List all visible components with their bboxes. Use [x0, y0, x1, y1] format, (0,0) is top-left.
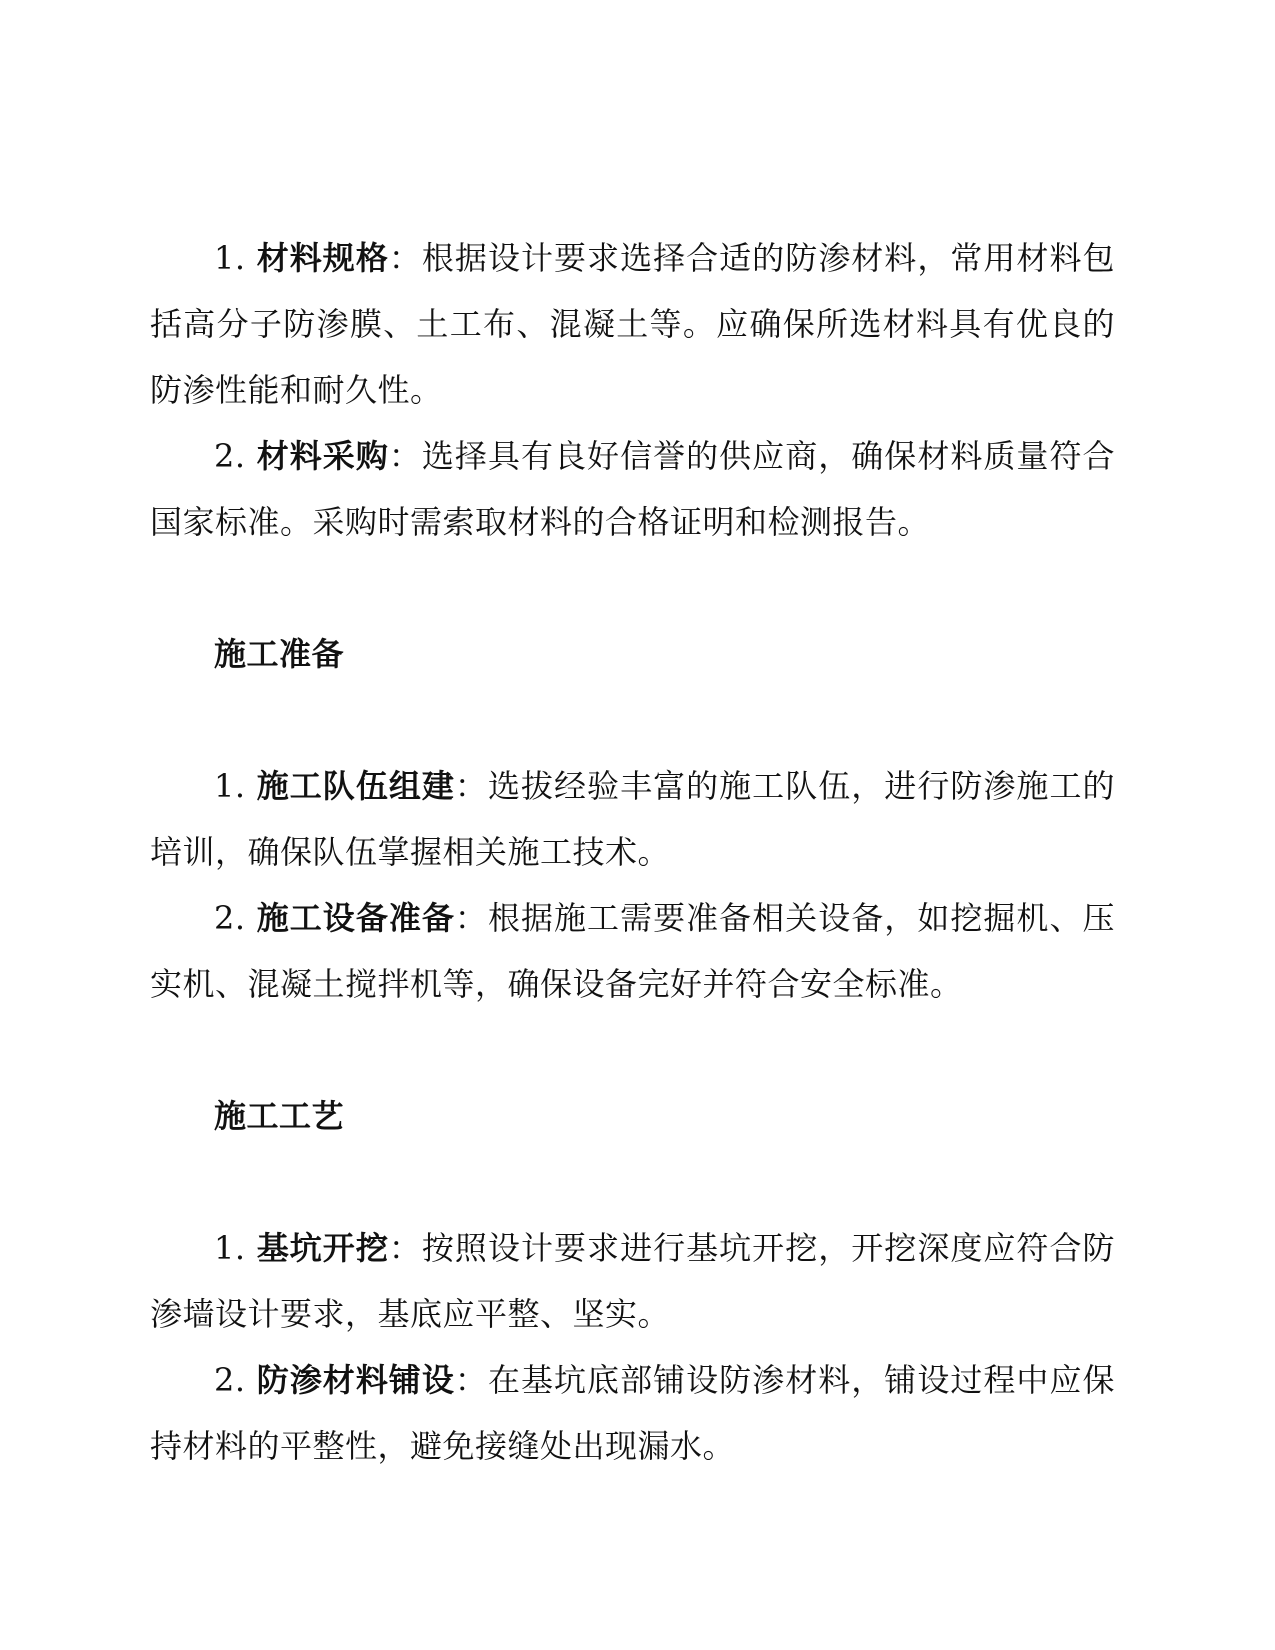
item-term: 防渗材料铺设	[256, 1361, 455, 1399]
item-separator: ：	[454, 767, 488, 805]
item-number: 1.	[214, 1229, 246, 1267]
spacer	[150, 555, 1115, 621]
item-term: 施工设备准备	[256, 899, 455, 937]
item-number: 1.	[214, 767, 246, 805]
item-term: 施工队伍组建	[256, 767, 455, 805]
list-item	[150, 885, 1115, 1017]
item-body: 在基坑底部铺设防渗材料，铺设过程中应保持材料的平整性，避免接缝处出现漏水。	[150, 1361, 1115, 1465]
section-heading: 施工工艺	[214, 1097, 345, 1135]
item-term: 基坑开挖	[256, 1229, 389, 1267]
item-body: 按照设计要求进行基坑开挖，开挖深度应符合防渗墙设计要求，基底应平整、坚实。	[150, 1229, 1115, 1333]
item-number: 2.	[214, 899, 246, 937]
list-item	[150, 753, 1115, 885]
item-separator: ：	[388, 437, 422, 475]
document-page	[150, 225, 1115, 1479]
item-term: 材料规格	[256, 239, 389, 277]
item-body: 选拔经验丰富的施工队伍，进行防渗施工的培训，确保队伍掌握相关施工技术。	[150, 767, 1115, 871]
list-item	[150, 423, 1115, 555]
item-separator: ：	[388, 239, 422, 277]
section-materials	[150, 225, 1115, 555]
spacer	[150, 1017, 1115, 1083]
spacer	[150, 1149, 1115, 1215]
section-preparation	[150, 621, 1115, 1017]
item-number: 1.	[214, 239, 246, 277]
item-separator: ：	[454, 899, 488, 937]
item-separator: ：	[388, 1229, 422, 1267]
list-item	[150, 1347, 1115, 1479]
item-body: 根据施工需要准备相关设备，如挖掘机、压实机、混凝土搅拌机等，确保设备完好并符合安全标准。	[150, 899, 1115, 1003]
item-number: 2.	[214, 1361, 246, 1399]
item-body: 选择具有良好信誉的供应商，确保材料质量符合国家标准。采购时需索取材料的合格证明和检测报告。	[150, 437, 1115, 541]
section-process	[150, 1083, 1115, 1479]
item-body: 根据设计要求选择合适的防渗材料，常用材料包括高分子防渗膜、土工布、混凝土等。应确保所选材料具有优良的防渗性能和耐久性。	[150, 239, 1115, 409]
spacer	[150, 687, 1115, 753]
list-item	[150, 1215, 1115, 1347]
item-number: 2.	[214, 437, 246, 475]
item-term: 材料采购	[256, 437, 389, 475]
section-heading: 施工准备	[214, 635, 345, 673]
item-separator: ：	[454, 1361, 488, 1399]
list-item	[150, 225, 1115, 423]
